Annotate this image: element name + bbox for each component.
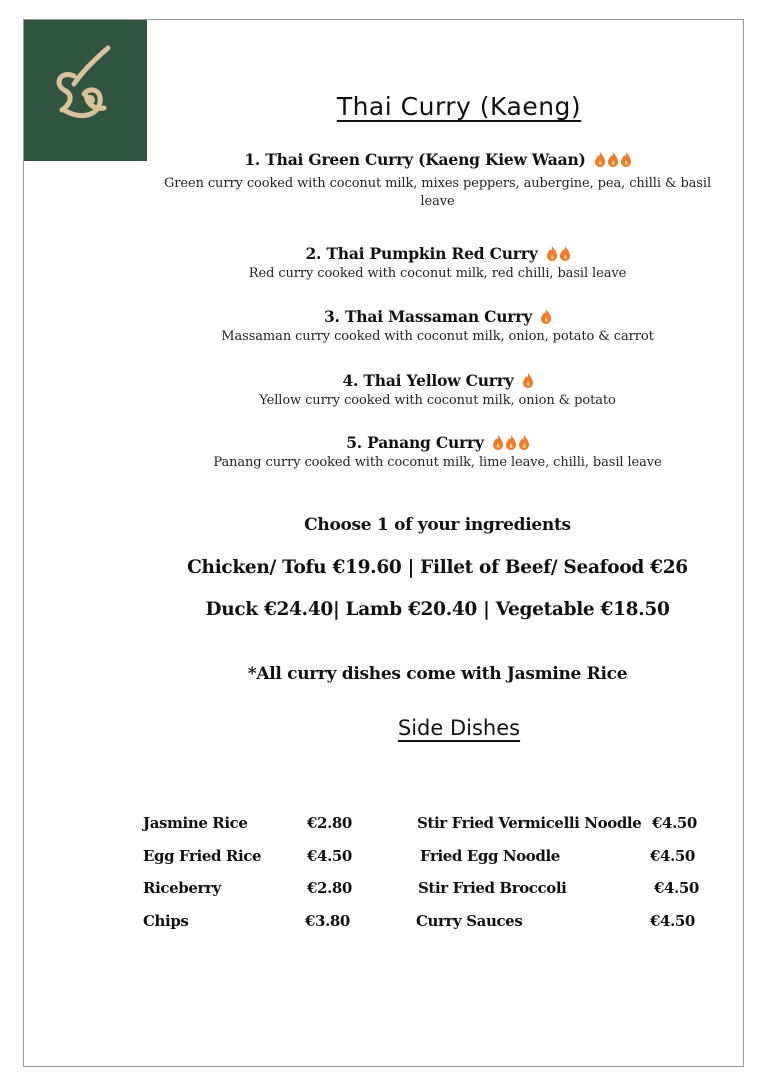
side-dish-price: €4.50 bbox=[654, 879, 699, 897]
side-dish-name: Riceberry bbox=[143, 879, 221, 897]
curry-item-5 bbox=[160, 433, 715, 472]
chili-rating bbox=[538, 309, 551, 328]
page-title: Thai Curry (Kaeng) bbox=[336, 92, 582, 121]
side-dish-name: Jasmine Rice bbox=[143, 814, 248, 832]
curry-item-3 bbox=[160, 307, 715, 346]
curry-description: Massaman curry cooked with coconut milk, onion, potato & carrot bbox=[221, 329, 654, 344]
side-dish-price: €4.50 bbox=[652, 814, 697, 832]
curry-name: 1. Thai Green Curry (Kaeng Kiew Waan) bbox=[160, 150, 715, 171]
chili-icon bbox=[523, 373, 533, 392]
curry-name: 4. Thai Yellow Curry bbox=[160, 371, 715, 392]
chili-rating bbox=[592, 152, 631, 171]
chili-rating bbox=[490, 435, 529, 454]
side-dish-price: €4.50 bbox=[650, 912, 695, 930]
curry-description: Panang curry cooked with coconut milk, lime leave, chilli, basil leave bbox=[213, 455, 662, 470]
chili-icon bbox=[493, 435, 503, 454]
side-dish-price: €3.80 bbox=[305, 912, 350, 930]
side-dish-name: Chips bbox=[143, 912, 189, 930]
chili-icon bbox=[595, 152, 605, 171]
ingredients-heading: Choose 1 of your ingredients bbox=[304, 515, 571, 535]
curry-description: Yellow curry cooked with coconut milk, onion & potato bbox=[259, 393, 616, 408]
side-dish-name: Stir Fried Vermicelli Noodle bbox=[417, 814, 642, 832]
restaurant-logo bbox=[24, 20, 147, 161]
curry-description: Green curry cooked with coconut milk, mixes peppers, aubergine, pea, chilli & basil leave bbox=[163, 176, 711, 209]
curry-item-2 bbox=[160, 244, 715, 283]
chili-icon bbox=[560, 246, 570, 265]
curry-name: 3. Thai Massaman Curry bbox=[160, 307, 715, 328]
side-dish-name: Fried Egg Noodle bbox=[420, 847, 560, 865]
side-dish-price: €4.50 bbox=[650, 847, 695, 865]
side-dish-price: €2.80 bbox=[307, 879, 352, 897]
ingredient-prices-line-2: Duck €24.40| Lamb €20.40 | Vegetable €18.50 bbox=[205, 599, 670, 620]
side-dishes-title: Side Dishes bbox=[397, 716, 521, 740]
rice-note: *All curry dishes come with Jasmine Rice bbox=[247, 664, 628, 684]
chili-rating bbox=[520, 373, 533, 392]
curry-item-4 bbox=[160, 371, 715, 410]
side-dish-price: €2.80 bbox=[307, 814, 352, 832]
curry-name: 2. Thai Pumpkin Red Curry bbox=[160, 244, 715, 265]
chili-icon bbox=[519, 435, 529, 454]
curry-name: 5. Panang Curry bbox=[160, 433, 715, 454]
chili-icon bbox=[547, 246, 557, 265]
side-dish-name: Stir Fried Broccoli bbox=[418, 879, 567, 897]
side-dish-price: €4.50 bbox=[307, 847, 352, 865]
side-dish-name: Egg Fried Rice bbox=[143, 847, 262, 865]
chili-icon bbox=[608, 152, 618, 171]
chili-icon bbox=[621, 152, 631, 171]
chili-rating bbox=[544, 246, 570, 265]
curry-item-1 bbox=[160, 150, 715, 211]
side-dish-name: Curry Sauces bbox=[416, 912, 523, 930]
chili-icon bbox=[506, 435, 516, 454]
ingredient-prices-line-1: Chicken/ Tofu €19.60 | Fillet of Beef/ Seafood €26 bbox=[187, 557, 688, 578]
curry-description: Red curry cooked with coconut milk, red chilli, basil leave bbox=[248, 266, 627, 281]
chili-icon bbox=[541, 309, 551, 328]
